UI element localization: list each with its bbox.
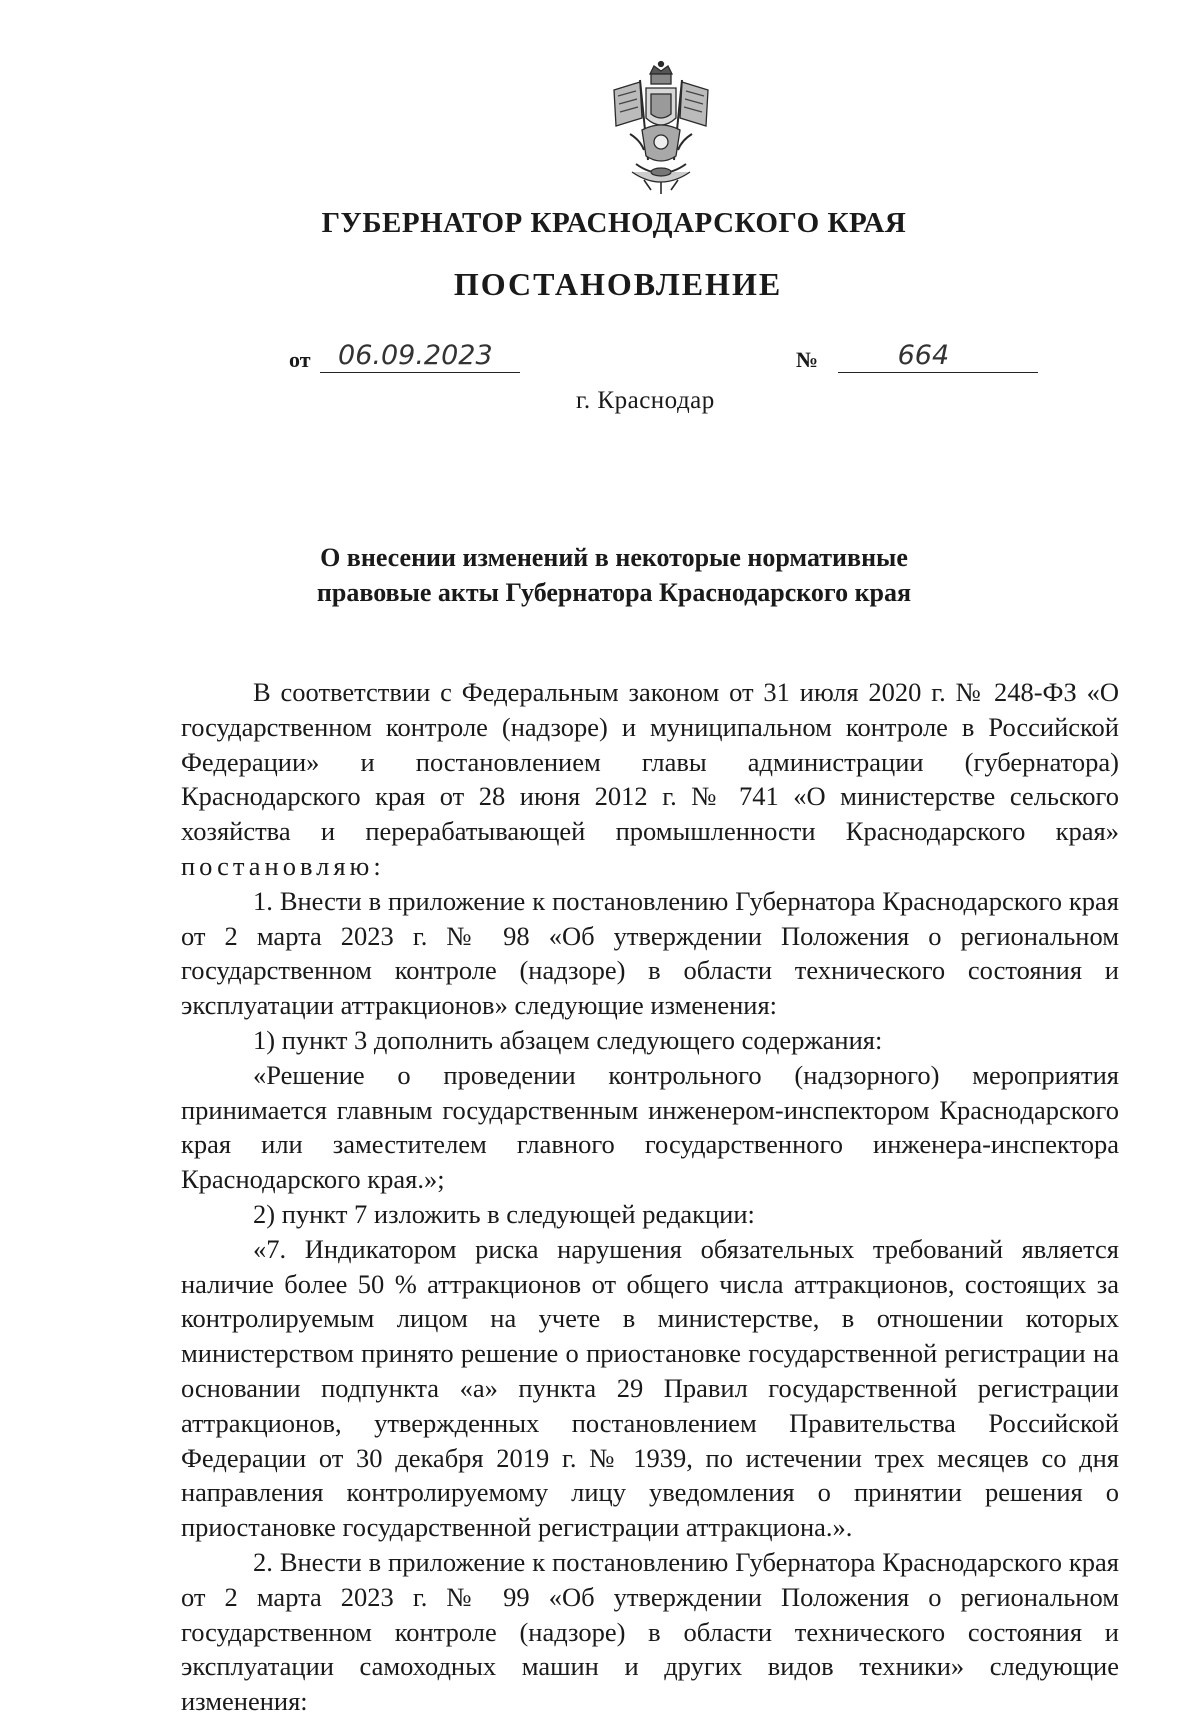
document-body	[181, 675, 1119, 1719]
body-paragraph: 1) пункт 3 дополнить абзацем следующего содержания:	[253, 1024, 883, 1055]
number-prefix-label: №	[796, 347, 819, 372]
coat-of-arms-emblem	[606, 60, 716, 198]
issuing-authority: ГУБЕРНАТОР КРАСНОДАРСКОГО КРАЯ	[321, 207, 907, 239]
subject-line: правовые акты Губернатора Краснодарского края	[316, 578, 912, 607]
body-paragraph: «7. Индикатором риска нарушения обязательных требований является наличие более 50 % аттракционов от общего числа аттракционов, состоящих за контролируемым лицом на учете в министерстве, в отношении которых министерством принято решение о приостановке государственной регистрации на основании подпункта «а» пункта 29 Правил государственной регистрации аттракционов, утвержденных постановлением Правительства Российской Федерации от 30 декабря 2019 г. № 1939, по истечении трех месяцев со дня направления контролируемому лицу уведомления о принятии решения о приостановке государственной регистрации аттракциона.».	[181, 1233, 1119, 1543]
document-number-field: 664	[838, 340, 1038, 373]
preamble-text: В соответствии с Федеральным законом от 31 июля 2020 г. № 248-ФЗ «О государственном контроле (надзоре) и муниципальном контроле в Российской Федерации» и постановлением главы администрации (губернатора) Краснодарского края от 28 июня 2012 г. № 741 «О министерстве сельского хозяйства и перерабатывающей промышленности Краснодарского края»	[181, 677, 1119, 847]
document-date-row	[289, 340, 520, 373]
body-paragraph: 2. Внести в приложение к постановлению Губернатора Краснодарского края от 2 марта 2023 г. № 99 «Об утверждении Положения о региональном государственном контроле (надзоре) в области технического состояния и эксплуатации самоходных машин и других видов техники» следующие изменения:	[181, 1546, 1119, 1717]
body-paragraph: 2) пункт 7 изложить в следующей редакции:	[253, 1198, 755, 1229]
document-subject	[0, 540, 1200, 610]
document-type-title: ПОСТАНОВЛЕНИЕ	[453, 266, 783, 302]
body-paragraph: 1. Внести в приложение к постановлению Губернатора Краснодарского края от 2 марта 2023 г. № 98 «Об утверждении Положения о региональном государственном контроле (надзоре) в области технического состояния и эксплуатации аттракционов» следующие изменения:	[181, 885, 1119, 1021]
decree-word: постановляю:	[181, 850, 385, 881]
body-paragraph: «Решение о проведении контрольного (надзорного) мероприятия принимается главным государственным инженером-инспектором Краснодарского края или заместителем главного государственного инженера-инспектора Краснодарского края.»;	[181, 1059, 1119, 1195]
date-prefix-label: от	[289, 347, 311, 372]
document-number-row	[796, 340, 1038, 373]
body-paragraph	[181, 675, 1119, 884]
subject-line: О внесении изменений в некоторые нормативные	[320, 543, 908, 572]
document-date-field: 06.09.2023	[320, 340, 520, 373]
issuing-city: г. Краснодар	[576, 387, 715, 414]
